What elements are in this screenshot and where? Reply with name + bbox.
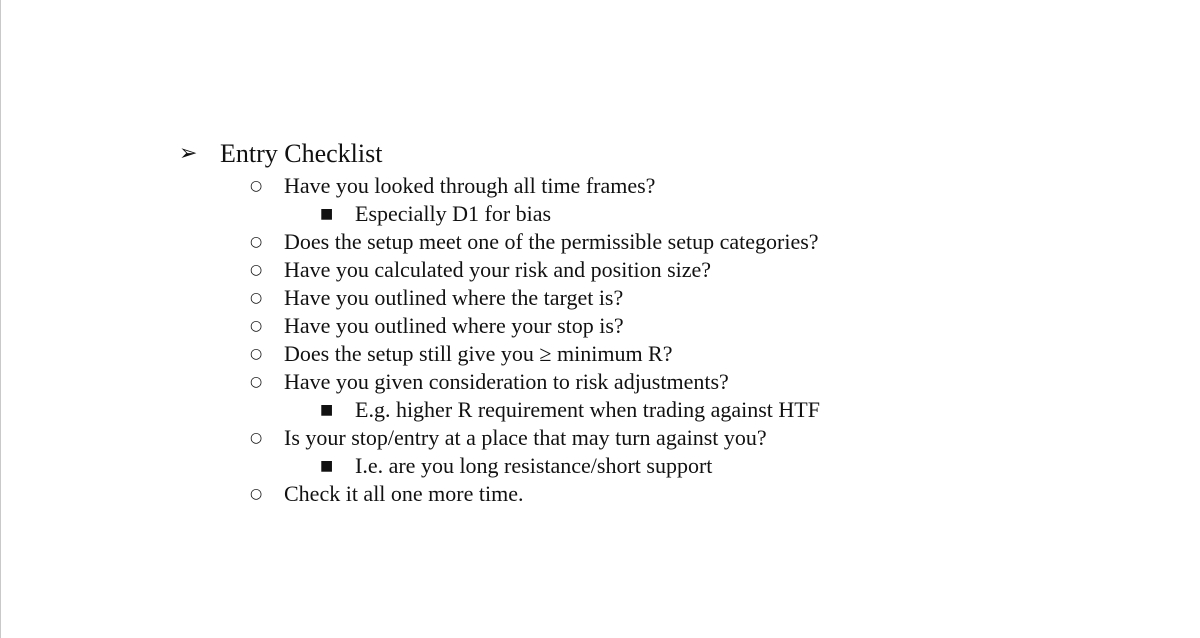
square-bullet-icon: ■ <box>320 402 334 418</box>
list-item <box>1 228 1200 256</box>
hollow-circle-bullet-icon: ○ <box>250 430 263 446</box>
list-item-text: Have you given consideration to risk adjustments? <box>284 369 729 394</box>
list-item-text: Is your stop/entry at a place that may turn against you? <box>284 425 767 450</box>
sub-list-item-text: I.e. are you long resistance/short support <box>355 453 713 478</box>
list-item <box>1 312 1200 340</box>
square-bullet-icon: ■ <box>320 206 334 222</box>
list-item-text: Does the setup meet one of the permissible setup categories? <box>284 229 819 254</box>
sub-list-item-text: Especially D1 for bias <box>355 201 552 226</box>
list-item <box>1 172 1200 200</box>
sub-list-item <box>1 452 1200 480</box>
arrowhead-bullet-icon: ➢ <box>179 141 198 166</box>
list-item <box>1 424 1200 452</box>
list-item-text: Check it all one more time. <box>284 481 524 506</box>
list-item-text: Does the setup still give you ≥ minimum R? <box>284 341 673 366</box>
checklist-heading <box>179 138 383 170</box>
hollow-circle-bullet-icon: ○ <box>250 346 263 362</box>
list-item <box>1 256 1200 284</box>
list-item <box>1 368 1200 396</box>
list-item <box>1 480 1200 508</box>
hollow-circle-bullet-icon: ○ <box>250 290 263 306</box>
hollow-circle-bullet-icon: ○ <box>250 234 263 250</box>
sub-list-item-text: E.g. higher R requirement when trading against HTF <box>355 397 820 422</box>
list-item-text: Have you looked through all time frames? <box>284 173 656 198</box>
list-item-text: Have you calculated your risk and position size? <box>284 257 712 282</box>
hollow-circle-bullet-icon: ○ <box>250 178 263 194</box>
sub-list-item <box>1 200 1200 228</box>
list-item <box>1 284 1200 312</box>
list-item-text: Have you outlined where your stop is? <box>284 313 624 338</box>
heading-text: Entry Checklist <box>220 139 383 168</box>
hollow-circle-bullet-icon: ○ <box>250 262 263 278</box>
hollow-circle-bullet-icon: ○ <box>250 318 263 334</box>
square-bullet-icon: ■ <box>320 458 334 474</box>
hollow-circle-bullet-icon: ○ <box>250 374 263 390</box>
list-item-text: Have you outlined where the target is? <box>284 285 624 310</box>
hollow-circle-bullet-icon: ○ <box>250 486 263 502</box>
list-item <box>1 340 1200 368</box>
sub-list-item <box>1 396 1200 424</box>
